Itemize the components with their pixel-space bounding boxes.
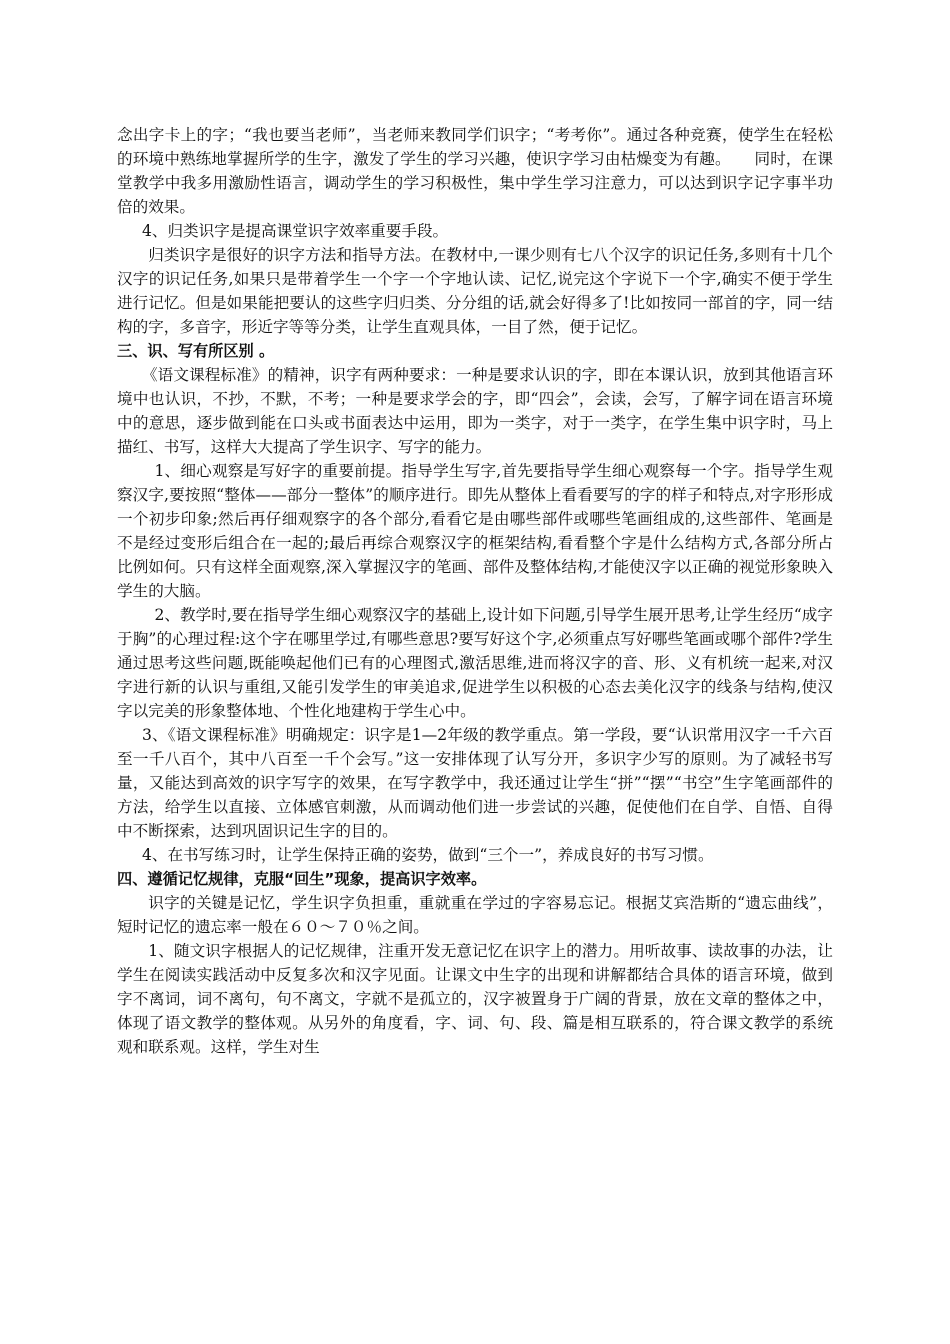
- section-heading: 三、识、写有所区别 。: [117, 342, 275, 360]
- section-heading: 四、遵循记忆规律，克服“回生”现象，提高识字效率。: [117, 870, 487, 888]
- paragraph: 1、细心观察是写好字的重要前提。指导学生写字,首先要指导学生细心观察每一个字。指导学生观察汉字,要按照“整体——部分一整体”的顺序进行。即先从整体上看看要写的字的样子和特点,对字形形成一个初步印象;然后再仔细观察字的各个部分,看看它是由哪些部件或哪些笔画组成的,这些部件、笔画是不是经过变形后组合在一起的;最后再综合观察汉字的框架结构,看看整个字是什么结构方式,各部分所占比例如何。只有这样全面观察,深入掌握汉字的笔画、部件及整体结构,才能使汉字以正确的视觉形象映入学生的大脑。: [117, 462, 833, 600]
- document-page: [117, 123, 833, 1059]
- paragraph: 2、教学时,要在指导学生细心观察汉字的基础上,设计如下问题,引导学生展开思考,让学生经历“成字于胸”的心理过程:这个字在哪里学过,有哪些意思?要写好这个字,必须重点写好哪些笔画或哪个部件?学生通过思考这些问题,既能唤起他们已有的心理图式,激活思维,进而将汉字的音、形、义有机统一起来,对汉字进行新的认识与重组,又能引发学生的审美追求,促进学生以积极的心态去美化汉字的线条与结构,使汉字以完美的形象整体地、个性化地建构于学生心中。: [117, 606, 833, 720]
- paragraph: 1、随文识字根据人的记忆规律，注重开发无意记忆在识字上的潜力。用听故事、读故事的办法，让学生在阅读实践活动中反复多次和汉字见面。让课文中生字的出现和讲解都结合具体的语言环境，做到字不离词，词不离句，句不离文，字就不是孤立的，汉字被置身于广阔的背景，放在文章的整体之中，体现了语文教学的整体观。从另外的角度看，字、词、句、段、篇是相互联系的，符合课文教学的系统观和联系观。这样，学生对生: [117, 942, 833, 1056]
- paragraph: 念出字卡上的字；“我也要当老师”，当老师来教同学们识字；“考考你”。通过各种竞赛，使学生在轻松的环境中熟练地掌握所学的生字，激发了学生的学习兴趣，使识字学习由枯燥变为有趣。 同时，在课堂教学中我多用激励性语言，调动学生的学习积极性，集中学生学习注意力，可以达到识字记字事半功倍的效果。: [117, 126, 833, 216]
- paragraph: 4、归类识字是提高课堂识字效率重要手段。: [141, 222, 449, 240]
- paragraph: 识字的关键是记忆，学生识字负担重，重就重在学过的字容易忘记。根据艾宾浩斯的“遗忘曲线”，短时记忆的遗忘率一般在６０～７０％之间。: [117, 894, 833, 936]
- paragraph: 归类识字是很好的识字方法和指导方法。在教材中,一课少则有七八个汉字的识记任务,多则有十几个汉字的识记任务,如果只是带着学生一个字一个字地认读、记忆,说完这个字说下一个字,确实不便于学生进行记忆。但是如果能把要认的这些字归归类、分分组的话,就会好得多了!比如按同一部首的字，同一结构的字，多音字，形近字等等分类，让学生直观具体，一目了然，便于记忆。: [117, 246, 833, 336]
- paragraph: 《语文课程标准》的精神，识字有两种要求：一种是要求认识的字，即在本课认识，放到其他语言环境中也认识，不抄，不默，不考；一种是要求学会的字，即“四会”，会读，会写，了解字词在语言环境中的意思，逐步做到能在口头或书面表达中运用，即为一类字，对于一类字，在学生集中识字时，马上描红、书写，这样大大提高了学生识字、写字的能力。: [117, 366, 833, 456]
- paragraph: 4、在书写练习时，让学生保持正确的姿势，做到“三个一”，养成良好的书写习惯。: [141, 846, 714, 864]
- paragraph: 3、《语文课程标准》明确规定：识字是1—2年级的教学重点。第一学段，要“认识常用汉字一千六百至一千八百个，其中八百至一千个会写。”这一安排体现了认写分开，多识字少写的原则。为了减轻书写量，又能达到高效的识字写字的效果，在写字教学中，我还通过让学生“拼”“摆”“书空”生字笔画部件的方法，给学生以直接、立体感官刺激，从而调动他们进一步尝试的兴趣，促使他们在自学、自悟、自得中不断探索，达到巩固识记生字的目的。: [117, 726, 833, 840]
